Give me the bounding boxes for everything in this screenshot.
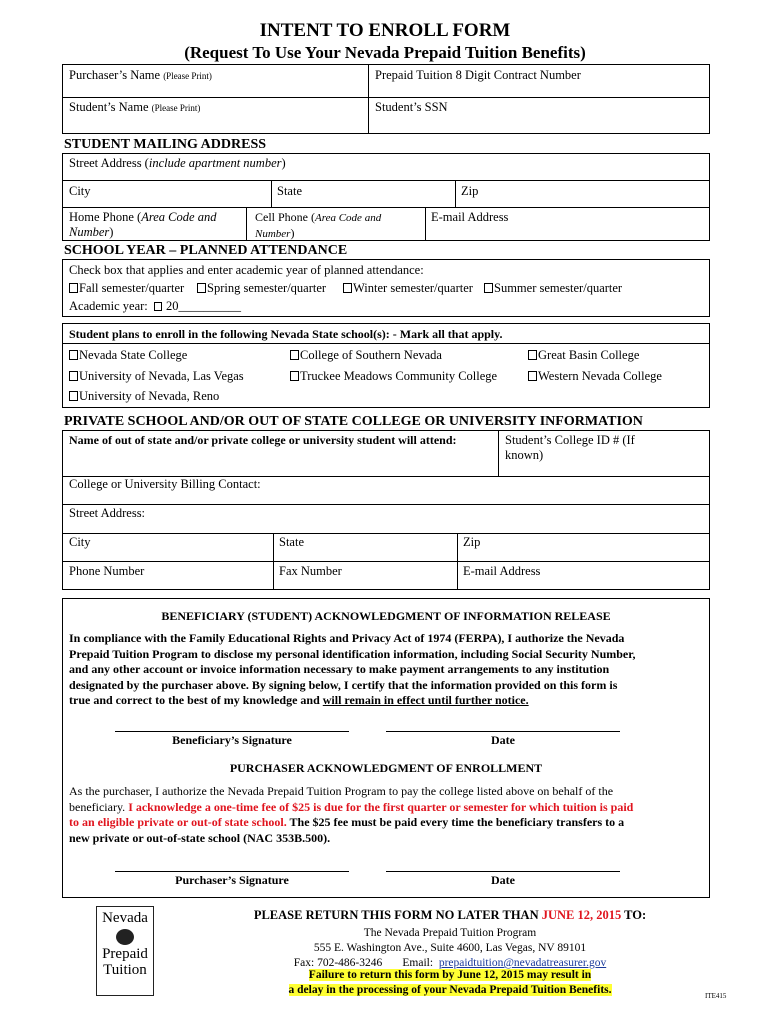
return-address: The Nevada Prepaid Tuition Program 555 E. Washington Ave., Suite 4600, Las Vegas, NV 89101 Fax: 702-486-3246 Email: prepaidtuition@nevadatreasurer.gov <box>293 927 607 969</box>
private-college-name-field[interactable]: Name of out of state and/or private college or university student will attend: <box>69 433 457 447</box>
school-gbc[interactable]: Great Basin College <box>528 348 639 363</box>
email-link[interactable]: prepaidtuition@nevadatreasurer.gov <box>438 957 607 969</box>
academic-year-field[interactable]: Academic year: 20__________ <box>69 299 242 313</box>
return-instruction: PLEASE RETURN THIS FORM NO LATER THAN JUNE 12, 2015 TO: <box>253 908 647 922</box>
checkbox[interactable] <box>343 283 352 293</box>
private-email-field[interactable]: E-mail Address <box>463 564 541 578</box>
private-city-field[interactable]: City <box>69 535 91 549</box>
school-unlv[interactable]: University of Nevada, Las Vegas <box>69 369 244 384</box>
acknowledgment-box <box>62 598 710 898</box>
checkbox[interactable] <box>69 391 78 401</box>
school-unr[interactable]: University of Nevada, Reno <box>69 389 219 404</box>
purchaser-date-line[interactable] <box>386 871 620 872</box>
checkbox[interactable] <box>197 283 206 293</box>
school-nevada-state-college[interactable]: Nevada State College <box>69 348 187 363</box>
cell-phone-field[interactable]: Cell Phone (Area Code and Number) <box>255 210 382 240</box>
checkbox[interactable] <box>484 283 493 293</box>
checkbox[interactable] <box>69 371 78 381</box>
form-code: ITE415 <box>705 992 727 1000</box>
beneficiary-signature-label: Beneficiary’s Signature <box>172 733 292 747</box>
school-year-box <box>62 259 710 317</box>
purchaser-ack-heading: PURCHASER ACKNOWLEDGMENT OF ENROLLMENT <box>229 761 543 775</box>
billing-contact-field[interactable]: College or University Billing Contact: <box>69 477 261 491</box>
checkbox[interactable] <box>154 302 162 311</box>
beneficiary-date-line[interactable] <box>386 731 620 732</box>
nevada-schools-instruction: Student plans to enroll in the following Nevada State school(s): - Mark all that apply. <box>69 327 503 341</box>
student-ssn-field[interactable]: Student’s SSN <box>375 100 448 114</box>
mailing-heading: STUDENT MAILING ADDRESS <box>64 137 267 152</box>
purchaser-signature-label: Purchaser’s Signature <box>175 873 289 887</box>
school-wnc[interactable]: Western Nevada College <box>528 369 662 384</box>
school-tmcc[interactable]: Truckee Meadows Community College <box>290 369 497 384</box>
private-fax-field[interactable]: Fax Number <box>279 564 342 578</box>
term-spring[interactable]: Spring semester/quarter <box>197 281 326 296</box>
student-name-field[interactable]: Student’s Name (Please Print) <box>69 100 201 114</box>
school-year-heading: SCHOOL YEAR – PLANNED ATTENDANCE <box>64 243 348 258</box>
city-field[interactable]: City <box>69 184 91 198</box>
checkbox[interactable] <box>69 283 78 293</box>
street-address-field[interactable]: Street Address (include apartment number) <box>69 156 286 170</box>
purchaser-date-label: Date <box>491 873 515 887</box>
purchaser-paragraph: As the purchaser, I authorize the Nevada Prepaid Tuition Program to pay the college listed above on behalf of the beneficiary. I acknowledge a one-time fee of $25 is due for the first quarter or semester for which tuition is paid to an eligible private or out-of state school. The $25 fee must be paid every time the beneficiary transfers to a new private or out-of-state school (NAC 353B.500). <box>69 784 634 845</box>
beneficiary-date-label: Date <box>491 733 515 747</box>
email-field[interactable]: E-mail Address <box>431 210 509 224</box>
purchaser-name-field[interactable]: Purchaser’s Name (Please Print) <box>69 68 212 82</box>
beneficiary-signature-line[interactable] <box>115 731 349 732</box>
nevada-schools-box <box>62 323 710 408</box>
apple-icon <box>116 929 134 945</box>
checkbox[interactable] <box>528 350 537 360</box>
private-phone-field[interactable]: Phone Number <box>69 564 145 578</box>
checkbox[interactable] <box>290 371 299 381</box>
private-school-heading: PRIVATE SCHOOL AND/OR OUT OF STATE COLLEGE OR UNIVERSITY INFORMATION <box>64 414 643 429</box>
term-winter[interactable]: Winter semester/quarter <box>343 281 473 296</box>
college-id-field[interactable]: Student’s College ID # (If known) <box>505 433 635 462</box>
checkbox[interactable] <box>528 371 537 381</box>
beneficiary-ack-heading: BENEFICIARY (STUDENT) ACKNOWLEDGMENT OF INFORMATION RELEASE <box>161 609 611 623</box>
private-zip-field[interactable]: Zip <box>463 535 481 549</box>
purchaser-box <box>62 64 710 134</box>
school-csn[interactable]: College of Southern Nevada <box>290 348 442 363</box>
term-summer[interactable]: Summer semester/quarter <box>484 281 622 296</box>
mailing-box <box>62 153 710 241</box>
private-school-box <box>62 430 710 590</box>
checkbox[interactable] <box>290 350 299 360</box>
zip-field[interactable]: Zip <box>461 184 479 198</box>
contract-number-field[interactable]: Prepaid Tuition 8 Digit Contract Number <box>375 68 581 82</box>
private-street-field[interactable]: Street Address: <box>69 506 146 520</box>
page-subtitle: (Request To Use Your Nevada Prepaid Tuition Benefits) <box>184 43 586 62</box>
school-year-instruction: Check box that applies and enter academic year of planned attendance: <box>69 263 424 277</box>
private-state-field[interactable]: State <box>279 535 304 549</box>
state-field[interactable]: State <box>277 184 302 198</box>
nevada-prepaid-logo: Nevada Prepaid Tuition <box>96 906 154 996</box>
home-phone-field[interactable]: Home Phone (Area Code and Number) <box>69 210 217 239</box>
term-fall[interactable]: Fall semester/quarter <box>69 281 184 296</box>
purchaser-signature-line[interactable] <box>115 871 349 872</box>
page-title: INTENT TO ENROLL FORM <box>259 20 511 41</box>
checkbox[interactable] <box>69 350 78 360</box>
deadline-warning: Failure to return this form by June 12, 2015 may result in a delay in the processing of your Nevada Prepaid Tuition Benefits. <box>288 969 612 996</box>
ferpa-paragraph: In compliance with the Family Educational Rights and Privacy Act of 1974 (FERPA), I authorize the Nevada Prepaid Tuition Program to disclose my personal identification information, including Social Security Number, and any other account or invoice information necessary to make payment arrangements to any institution designated by the purchaser above. By signing below, I certify that the information provided on this form is true and correct to the best of my knowledge and will remain in effect until further notice. <box>69 631 636 707</box>
